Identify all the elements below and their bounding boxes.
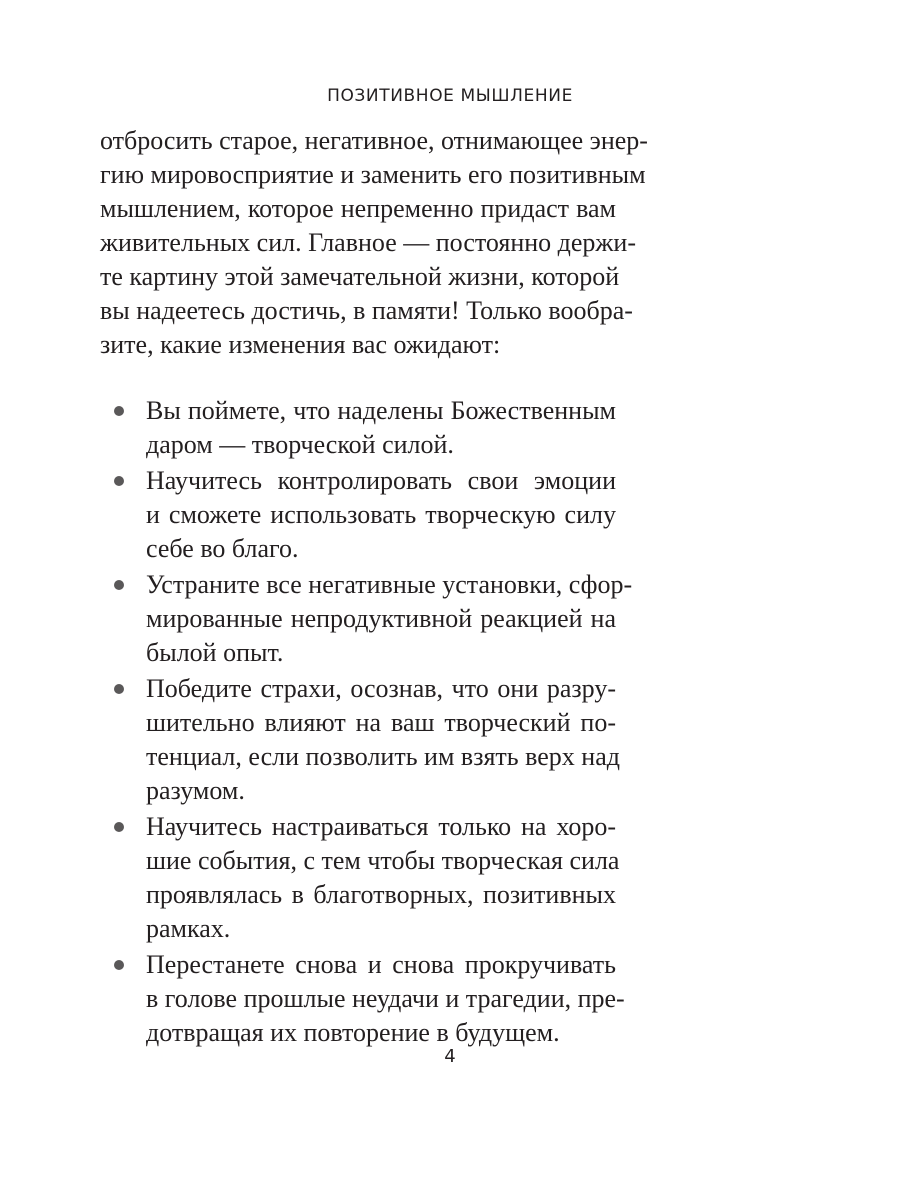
bullet-dot-icon [114, 960, 124, 970]
list-item-line: былой опыт. [146, 638, 284, 667]
paragraph-line: гию мировосприятие и заменить его позитивным [100, 160, 646, 189]
list-item-line: Перестанете снова и снова прокручивать [146, 950, 616, 979]
list-item [100, 810, 620, 946]
list-item-line: и сможете использовать творческую силу [146, 500, 616, 529]
list-item-line: проявлялась в благотворных, позитивных [146, 880, 616, 909]
bullet-dot-icon [114, 476, 124, 486]
paragraph-line: те картину этой замечательной жизни, которой [100, 262, 620, 291]
bullet-dot-icon [114, 406, 124, 416]
list-item-line: шие события, с тем чтобы творческая сила [146, 846, 620, 875]
paragraph-line: отбросить старое, негативное, отнимающее энер- [100, 126, 648, 155]
list-item-line: в голове прошлые неудачи и трагедии, пре- [146, 984, 625, 1013]
paragraph-line: вы надеетесь достичь, в памяти! Только вообра- [100, 296, 633, 325]
page-number: 4 [444, 1046, 456, 1067]
bullet-dot-icon [114, 822, 124, 832]
bullet-dot-icon [114, 580, 124, 590]
list-item-line: рамках. [146, 914, 231, 943]
bullet-dot-icon [114, 684, 124, 694]
list-item-line: себе во благо. [146, 534, 299, 563]
list-item [100, 948, 625, 1050]
list-item [100, 672, 620, 808]
list-item-line: мированные непродуктивной реакцией на [146, 604, 616, 633]
list-item-line: шительно влияют на ваш творческий по- [146, 708, 616, 737]
paragraph-line: мышлением, которое непременно придаст вам [100, 194, 616, 223]
bullet-list [100, 394, 633, 1050]
paragraph-line: зите, какие изменения вас ожидают: [100, 330, 501, 359]
list-item [100, 394, 616, 462]
list-item-line: тенциал, если позволить им взять верх над [146, 742, 620, 771]
body-paragraph [100, 124, 648, 362]
list-item-line: Вы поймете, что наделены Божественным [146, 396, 616, 425]
list-item-line: Научитесь контролировать свои эмоции [146, 466, 616, 495]
list-item-line: даром — творческой силой. [146, 430, 454, 459]
list-item-line: дотвращая их повторение в будущем. [146, 1018, 560, 1047]
list-item [100, 568, 633, 670]
list-item-line: Победите страхи, осознав, что они разру- [146, 674, 616, 703]
list-item-line: Устраните все негативные установки, сфор- [146, 570, 633, 599]
paragraph-line: живительных сил. Главное — постоянно держи- [100, 228, 636, 257]
running-head: ПОЗИТИВНОЕ МЫШЛЕНИЕ [327, 86, 573, 106]
list-item-line: разумом. [146, 776, 245, 805]
list-item-line: Научитесь настраиваться только на хоро- [146, 812, 616, 841]
list-item [100, 464, 616, 566]
